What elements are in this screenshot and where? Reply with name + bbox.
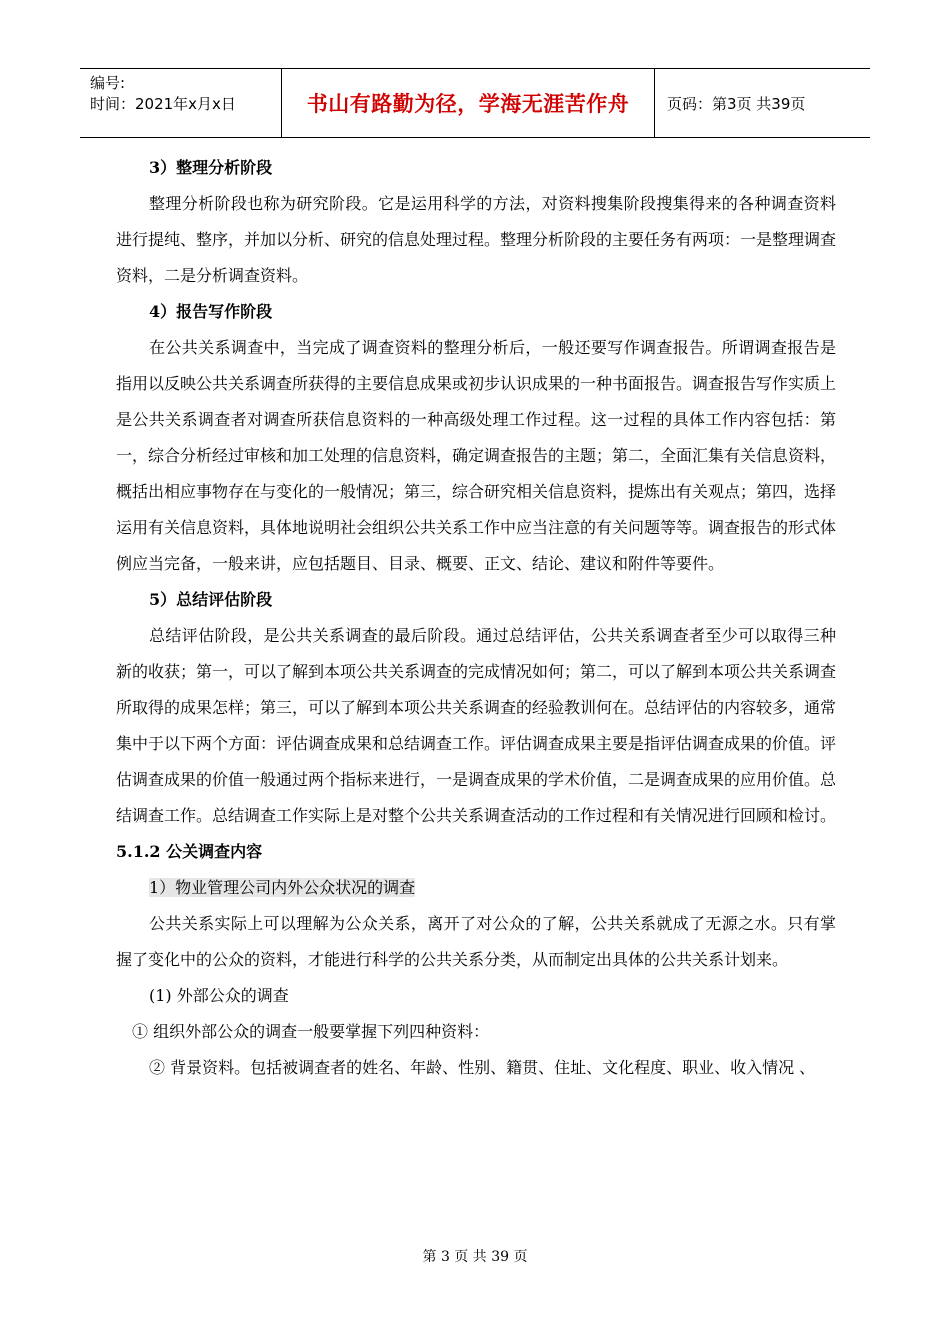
page-footer: 第 3 页 共 39 页: [422, 1249, 528, 1265]
header-motto: 书山有路勤为径，学海无涯苦作舟: [306, 92, 630, 116]
paragraph: 整理分析阶段也称为研究阶段。它是运用科学的方法，对资料搜集阶段搜集得来的各种调查资料进行提纯、整序，并加以分析、研究的信息处理过程。整理分析阶段的主要任务有两项：一是整理调查资料，二是分析调查资料。: [116, 194, 837, 285]
page-header: [80, 68, 870, 138]
section-title-4: 4）报告写作阶段: [149, 302, 273, 321]
list-item-circled-2: ② 背景资料。包括被调查者的姓名、年龄、性别、籍贯、住址、文化程度、职业、收入情况 、: [149, 1058, 816, 1077]
paragraph: 在公共关系调查中，当完成了调查资料的整理分析后，一般还要写作调查报告。所谓调查报告是指用以反映公共关系调查所获得的主要信息成果或初步认识成果的一种书面报告。调查报告写作实质上是公共关系调查者对调查所获信息资料的一种高级处理工作过程。这一过程的具体工作内容包括：第一，综合分析经过审核和加工处理的信息资料，确定调查报告的主题；第二，全面汇集有关信息资料，概括出相应事物存在与变化的一般情况；第三，综合研究相关信息资料，提炼出有关观点；第四，选择运用有关信息资料，具体地说明社会组织公共关系工作中应当注意的有关问题等等。调查报告的形式体例应当完备，一般来讲，应包括题目、目录、概要、正文、结论、建议和附件等要件。: [116, 338, 837, 573]
document-body: [116, 150, 836, 1086]
header-meta: [80, 69, 281, 137]
highlighted-subheading: 1）物业管理公司内外公众状况的调查: [149, 878, 416, 897]
header-motto-cell: [281, 69, 655, 137]
paragraph: 总结评估阶段，是公共关系调查的最后阶段。通过总结评估，公共关系调查者至少可以取得三种新的收获；第一，可以了解到本项公共关系调查的完成情况如何；第二，可以了解到本项公共关系调查所取得的成果怎样；第三，可以了解到本项公共关系调查的经验教训何在。总结评估的内容较多，通常集中于以下两个方面：评估调查成果和总结调查工作。评估调查成果主要是指评估调查成果的价值。评估调查成果的价值一般通过两个指标来进行，一是调查成果的学术价值，二是调查成果的应用价值。总结调查工作。总结调查工作实际上是对整个公共关系调查活动的工作过程和有关情况进行回顾和检讨。: [116, 626, 837, 825]
number-label: 编号:: [90, 74, 126, 92]
section-title-3: 3）整理分析阶段: [149, 158, 273, 177]
paragraph: 公共关系实际上可以理解为公众关系，离开了对公众的了解，公共关系就成了无源之水。只有掌握了变化中的公众的资料，才能进行科学的公共关系分类，从而制定出具体的公共关系计划来。: [116, 914, 836, 969]
list-item-external: (1) 外部公众的调查: [149, 986, 289, 1005]
section-title-5: 5）总结评估阶段: [149, 590, 273, 609]
subheading-1: [116, 870, 836, 906]
time-label: 时间：2021年x月x日: [90, 95, 236, 113]
header-page-info: 页码：第3页 共39页: [667, 94, 806, 113]
section-heading-5-1-2: 5.1.2 公关调查内容: [116, 842, 263, 861]
list-item-circled-1: ① 组织外部公众的调查一般要掌握下列四种资料：: [132, 1022, 490, 1041]
